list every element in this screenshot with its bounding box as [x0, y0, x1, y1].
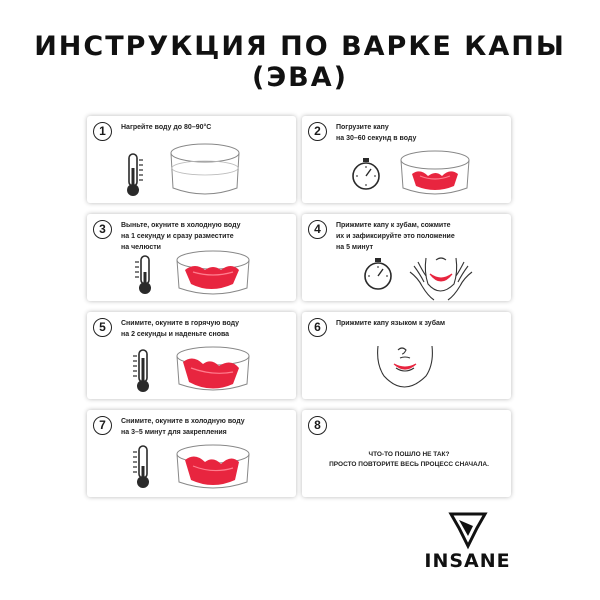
thermometer-icon — [133, 350, 149, 392]
bowl-with-mouthguard-icon — [177, 251, 249, 294]
step-4-illustration — [302, 214, 511, 301]
page-title: ИНСТРУКЦИЯ ПО ВАРКЕ КАПЫ — [34, 31, 566, 62]
step-7-illustration — [87, 410, 296, 497]
step-6-illustration — [302, 312, 511, 399]
step-text: Выньте, окуните в холодную воду на 1 секунду и сразу разместите на челюсти — [121, 222, 241, 251]
step-card-4 — [302, 214, 511, 301]
brand-logo — [415, 510, 535, 580]
step-text: Снимите, окуните в горячую воду на 2 секунды и наденьте снова — [121, 320, 240, 338]
step-number: 1 — [93, 122, 112, 141]
mouthguard-icon — [430, 274, 452, 281]
bowl-with-mouthguard-icon — [401, 151, 469, 194]
step-text: Снимите, окуните в холодную воду на 3–5 минут для закрепления — [121, 418, 245, 436]
step-card-3 — [87, 214, 296, 301]
face-icon — [378, 346, 433, 387]
step-card-5 — [87, 312, 296, 399]
brand-emblem-icon — [415, 510, 520, 550]
step-card-8 — [302, 410, 511, 497]
step-2-illustration — [302, 116, 511, 203]
mouthguard-icon — [183, 358, 239, 388]
step-1-illustration — [87, 116, 296, 203]
step-text: Нагрейте воду до 80–90°C — [121, 124, 212, 131]
step-number: 4 — [308, 220, 327, 239]
bowl-with-mouthguard-icon — [177, 347, 249, 390]
mouthguard-icon — [412, 171, 458, 190]
stopwatch-icon — [365, 258, 391, 289]
step-5-illustration — [87, 312, 296, 399]
step-number: 7 — [93, 416, 112, 435]
step-text: Погрузите капу на 30–60 секунд в воду — [336, 124, 417, 142]
thermometer-icon — [133, 446, 149, 488]
water-bowl-icon — [171, 144, 239, 194]
stopwatch-icon — [353, 158, 379, 189]
page-subtitle: (ЭВА) — [252, 62, 348, 93]
step-number: 5 — [93, 318, 112, 337]
step-number: 3 — [93, 220, 112, 239]
face-with-hands-icon — [410, 258, 472, 300]
step-text: Прижмите капу языком к зубам — [336, 320, 446, 327]
step-card-2 — [302, 116, 511, 203]
thermometer-icon — [127, 154, 143, 196]
brand-name: INSANE — [424, 550, 511, 572]
step-card-6 — [302, 312, 511, 399]
closing-message: ЧТО-ТО ПОШЛО НЕ ТАК? ПРОСТО ПОВТОРИТЕ ВЕСЬ ПРОЦЕСС СНАЧАЛА. — [329, 451, 489, 468]
step-number: 2 — [308, 122, 327, 141]
mouthguard-icon — [185, 266, 239, 289]
step-number: 6 — [308, 318, 327, 337]
bowl-with-mouthguard-icon — [177, 445, 249, 488]
step-number: 8 — [308, 416, 327, 435]
step-3-illustration — [87, 214, 296, 301]
thermometer-icon — [135, 256, 151, 294]
step-card-1 — [87, 116, 296, 203]
step-text: Прижмите капу к зубам, сожмите их и зафиксируйте это положение на 5 минут — [336, 222, 455, 251]
step-card-7 — [87, 410, 296, 497]
